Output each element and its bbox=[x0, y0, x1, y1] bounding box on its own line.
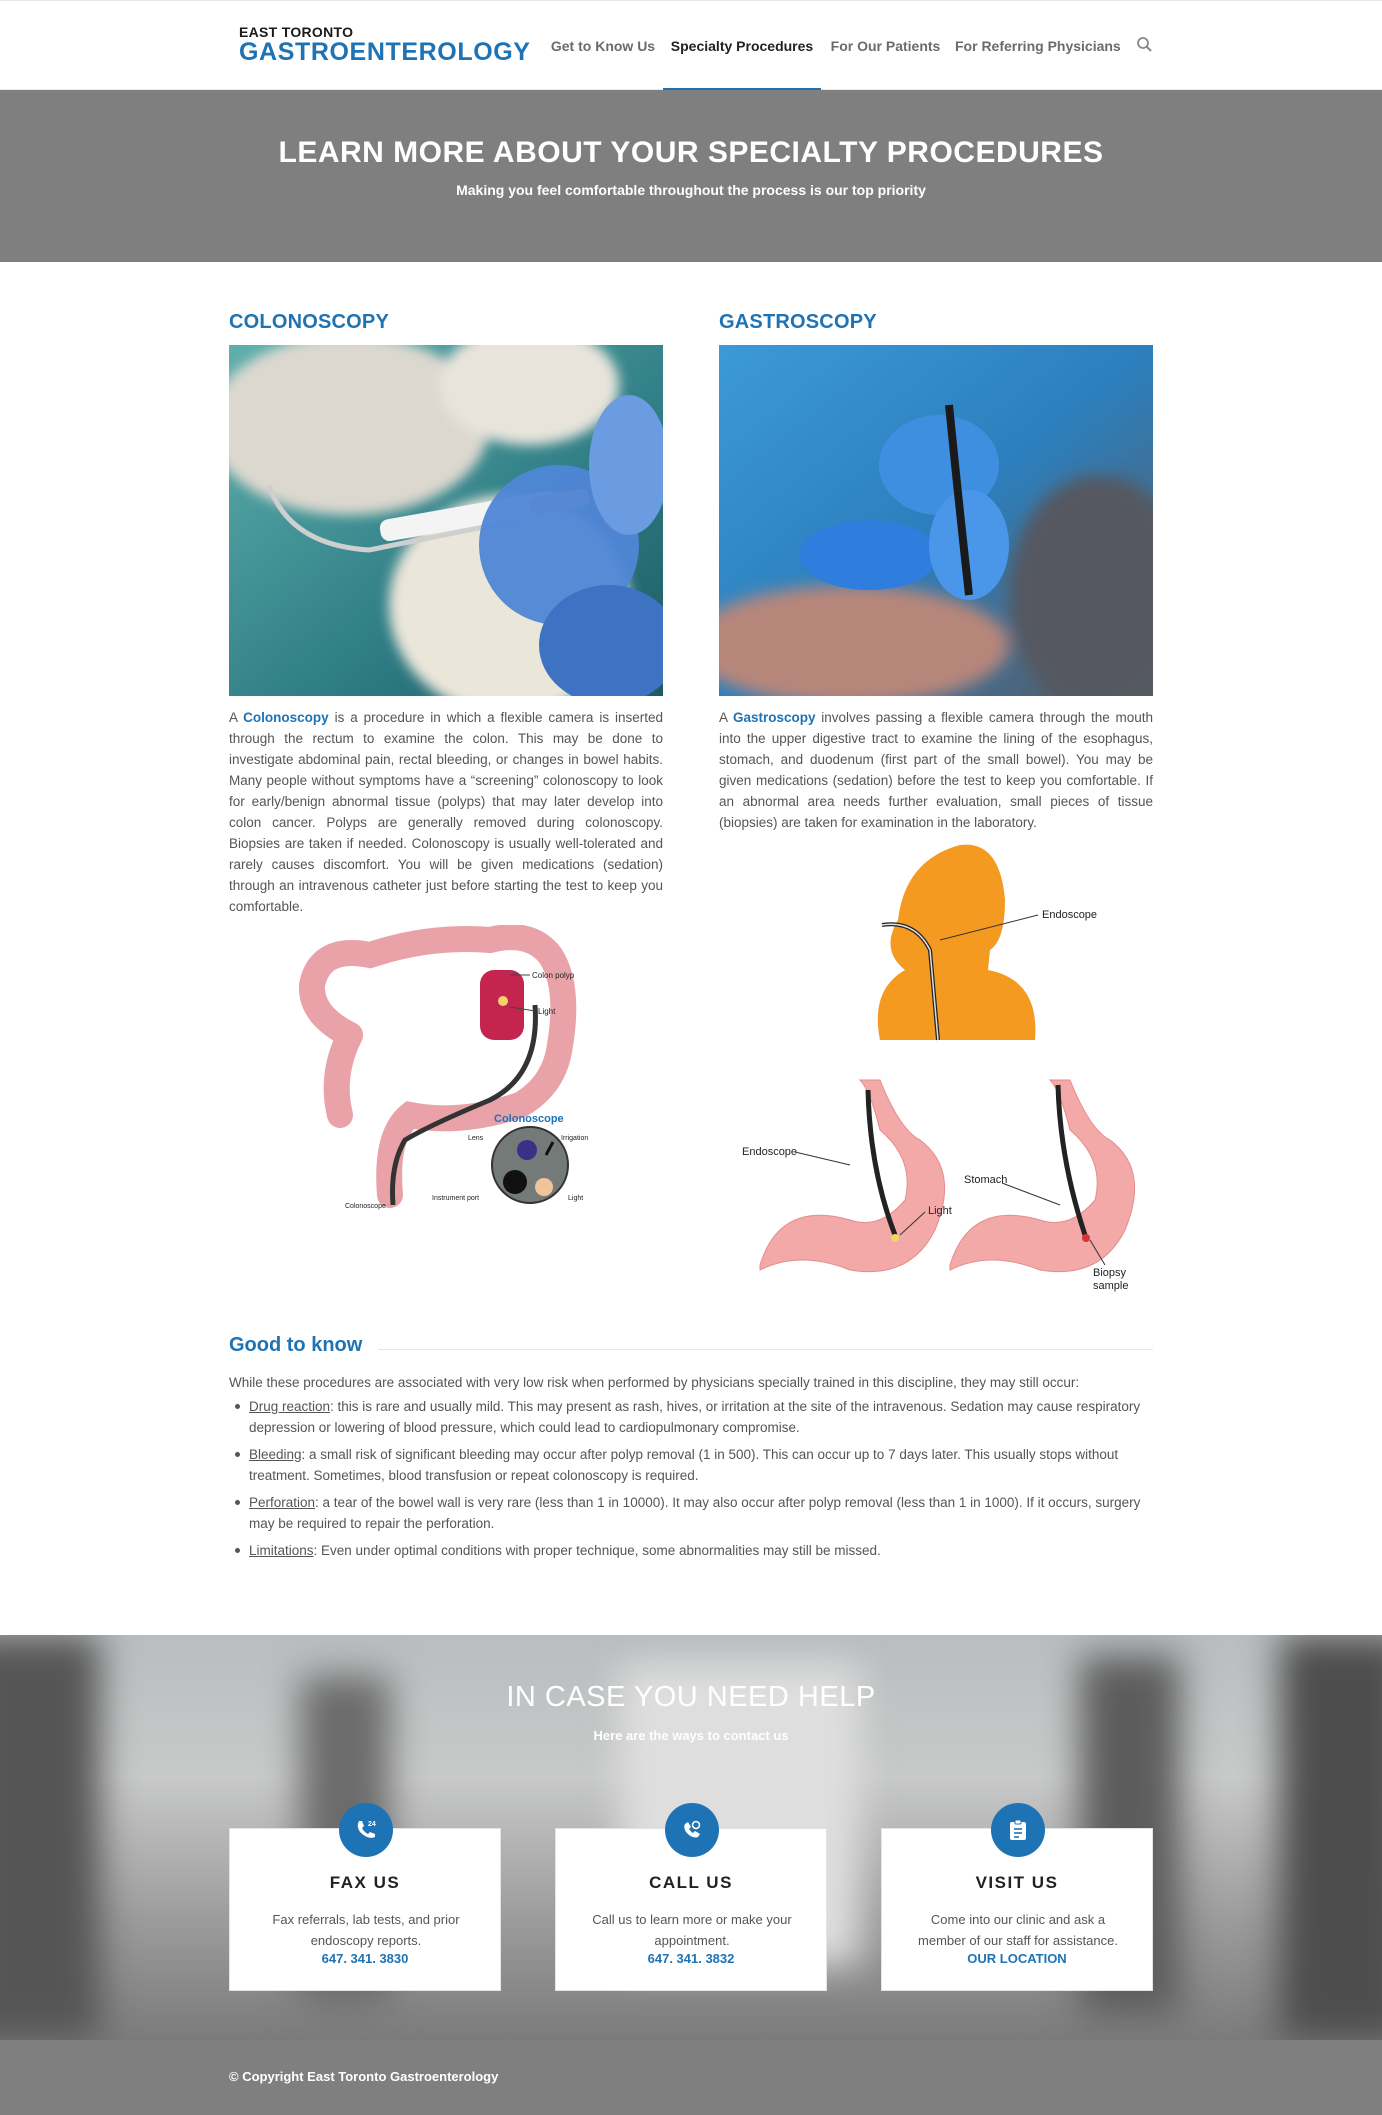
list-item bbox=[229, 1444, 1153, 1486]
risk-text: : a tear of the bowel wall is very rare (less than 1 in 10000). It may also occur after polyp removal (less than 1 in 1000). If it occurs, surgery may be required to repair the perforation. bbox=[249, 1495, 1141, 1531]
nav-specialty-procedures[interactable]: Specialty Procedures bbox=[663, 1, 821, 91]
page-subtitle: Making you feel comfortable throughout the process is our top priority bbox=[456, 182, 926, 198]
colonoscopy-text: is a procedure in which a flexible camera is inserted through the rectum to examine the colon. This may be done to investigate abdominal pain, rectal bleeding, or changes in bowel habits. Many people without symptoms have a “screening” colonoscopy to look for early/benign abnormal tissue (polyps) that may later develop into colon cancer. Polyps are generally removed during colonoscopy. Biopsies are taken if needed. Colonoscopy is usually well-tolerated and rarely causes discomfort. You will be given medications (sedation) through an intravenous catheter just before starting the test to keep you comfortable. bbox=[229, 710, 663, 914]
visit-title: VISIT US bbox=[975, 1873, 1059, 1892]
call-number-link[interactable]: 647. 341. 3832 bbox=[647, 1951, 735, 1966]
diagram-label-irrigation: Irrigation bbox=[561, 1135, 589, 1142]
gastroscopy-description bbox=[719, 707, 1153, 833]
diagram-label-colonoscope-title: Colonoscope bbox=[494, 1113, 564, 1125]
main-nav bbox=[0, 1, 1382, 91]
colonoscopy-heading: COLONOSCOPY bbox=[229, 311, 389, 333]
phone-icon bbox=[665, 1803, 719, 1857]
contact-section bbox=[0, 1635, 1382, 2040]
nav-get-to-know-us[interactable]: Get to Know Us bbox=[550, 38, 656, 54]
gastroscopy-text: involves passing a flexible camera through the mouth into the upper digestive tract to examine the lining of the esophagus, stomach, and duodenum (first part of the small bowel). You may be given medications (sedation) before the test to keep you comfortable. If an abnormal area needs further evaluation, small pieces of tissue (biopsies) are taken for examination in the laboratory. bbox=[719, 710, 1153, 830]
diagram-label-biopsy-1: Biopsy bbox=[1093, 1267, 1127, 1279]
list-item bbox=[229, 1492, 1153, 1534]
page-title: LEARN MORE ABOUT YOUR SPECIALTY PROCEDURES bbox=[278, 136, 1104, 169]
visit-card bbox=[881, 1828, 1153, 1991]
gastroscopy-link[interactable]: Gastroscopy bbox=[732, 710, 816, 725]
fax-24-label: 24 bbox=[368, 1821, 376, 1828]
risk-list bbox=[229, 1396, 1153, 1567]
nav-for-our-patients[interactable]: For Our Patients bbox=[830, 38, 941, 54]
risk-term: Drug reaction bbox=[249, 1399, 331, 1414]
diagram-label-biopsy-2: sample bbox=[1093, 1280, 1129, 1292]
gastroscopy-diagram bbox=[730, 840, 1150, 1295]
fax-title: FAX US bbox=[329, 1873, 401, 1892]
help-subtitle: Here are the ways to contact us bbox=[593, 1728, 789, 1743]
call-card bbox=[555, 1828, 827, 1991]
diagram-label-light-g: Light bbox=[928, 1205, 952, 1217]
logo-small-text: EAST TORONTO bbox=[239, 24, 354, 40]
diagram-label-light: Light bbox=[538, 1007, 556, 1016]
copyright-text: © Copyright East Toronto Gastroenterology bbox=[229, 2069, 499, 2084]
diagram-label-endoscope-top: Endoscope bbox=[1042, 909, 1098, 921]
call-text: Call us to learn more or make your appointment. bbox=[592, 1912, 792, 1948]
fax-number-link[interactable]: 647. 341. 3830 bbox=[321, 1951, 409, 1966]
colonoscopy-intro: A bbox=[229, 710, 244, 725]
gastroscopy-intro: A bbox=[719, 710, 733, 725]
diagram-label-instrument-port: Instrument port bbox=[432, 1195, 480, 1202]
hero-banner bbox=[0, 90, 1382, 262]
risk-text: : a small risk of significant bleeding may occur after polyp removal (1 in 500). This can occur up to 7 days later. This usually stops without treatment. Sometimes, blood transfusion or repeat colonoscopy is required. bbox=[249, 1447, 1119, 1483]
list-item bbox=[229, 1540, 1153, 1561]
visit-text: Come into our clinic and ask a member of our staff for assistance. bbox=[918, 1912, 1118, 1948]
good-to-know-heading: Good to know bbox=[229, 1334, 363, 1356]
risk-term: Limitations bbox=[249, 1543, 314, 1558]
diagram-label-endoscope-left: Endoscope bbox=[742, 1146, 798, 1158]
risk-term: Perforation bbox=[249, 1495, 316, 1510]
risk-term: Bleeding bbox=[249, 1447, 302, 1462]
call-title: CALL US bbox=[649, 1873, 733, 1892]
search-icon[interactable] bbox=[1136, 36, 1154, 54]
colonoscopy-photo bbox=[229, 345, 663, 696]
site-footer bbox=[0, 2040, 1382, 2115]
heading-divider bbox=[378, 1349, 1153, 1350]
gastroscopy-photo bbox=[719, 345, 1153, 696]
risk-text: : Even under optimal conditions with proper technique, some abnormalities may still be missed. bbox=[313, 1543, 881, 1558]
fax-text: Fax referrals, lab tests, and prior endoscopy reports. bbox=[272, 1912, 460, 1948]
diagram-label-light-2: Light bbox=[568, 1195, 584, 1202]
site-header bbox=[0, 0, 1382, 90]
diagram-label-lens: Lens bbox=[468, 1135, 484, 1142]
logo-big-text: GASTROENTEROLOGY bbox=[239, 38, 531, 66]
location-link[interactable]: OUR LOCATION bbox=[967, 1951, 1067, 1966]
diagram-label-stomach: Stomach bbox=[964, 1174, 1008, 1186]
colonoscopy-description bbox=[229, 707, 663, 917]
diagram-label-colonoscope: Colonoscope bbox=[345, 1203, 386, 1210]
help-title: IN CASE YOU NEED HELP bbox=[506, 1681, 876, 1713]
colonoscopy-diagram bbox=[290, 925, 610, 1215]
diagram-label-colon-polyp: Colon polyp bbox=[532, 971, 575, 980]
good-to-know-intro: While these procedures are associated with very low risk when performed by physicians specially trained in this discipline, they may still occur: bbox=[229, 1375, 1080, 1390]
colonoscopy-link[interactable]: Colonoscopy bbox=[243, 710, 329, 725]
fax-card bbox=[229, 1821, 501, 1991]
fax-24hr-icon bbox=[339, 1803, 393, 1857]
gastroscopy-heading: GASTROSCOPY bbox=[719, 311, 877, 333]
nav-for-referring-physicians[interactable]: For Referring Physicians bbox=[955, 38, 1121, 54]
list-item bbox=[229, 1396, 1153, 1438]
risk-text: : this is rare and usually mild. This may present as rash, hives, or irritation at the site of the intravenous. Sedation may cause respiratory depression or lowering of blood pressure, which could lead to cardiopulmonary compromise. bbox=[249, 1399, 1141, 1435]
clipboard-icon bbox=[991, 1803, 1045, 1857]
